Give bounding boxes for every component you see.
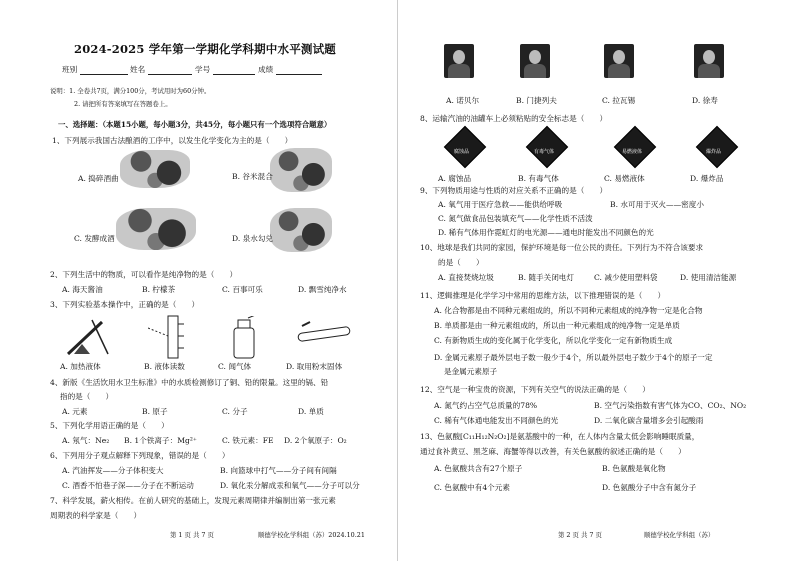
q3-option-c: C. 闻气体 bbox=[218, 362, 252, 371]
q3-option-b: B. 液体读数 bbox=[144, 362, 185, 371]
nobel-portrait bbox=[444, 44, 474, 78]
toxic-gas-sign-icon bbox=[526, 126, 568, 168]
q9-option-c: C. 氮气做食品包装填充气——化学性质不活泼 bbox=[438, 214, 593, 223]
q12-option-c: C. 稀有气体通电能发出不同颜色的光 bbox=[434, 416, 559, 425]
toxic-gas-sign-label: 有毒气体 bbox=[534, 149, 555, 155]
score-field-label: 成绩 bbox=[258, 65, 274, 74]
q8-option-d: D. 爆炸品 bbox=[690, 174, 724, 183]
q5-option-c: C. 铁元素：FE bbox=[222, 436, 274, 445]
question-13-line-1: 13、色氨酸[C₁₁H₁₂N₂O₂]是氨基酸中的一种，在人体内含量太低会影响睡眠质量， bbox=[420, 432, 700, 441]
name-field-label: 姓名 bbox=[130, 65, 146, 74]
question-4-line-2: 指的是（ ） bbox=[60, 392, 114, 401]
question-4-line-1: 4、新版《生活饮用水卫生标准》中的水质检测修订了铜、铅的限量。这里的镉、铅 bbox=[50, 378, 329, 387]
q6-option-a: A. 汽油挥发——分子体积变大 bbox=[62, 466, 164, 475]
q11-option-d-continued: 是金属元素原子 bbox=[444, 367, 498, 376]
q5-option-a: A. 氖气：Ne₂ bbox=[62, 436, 110, 445]
q9-option-d: D. 稀有气体用作霓虹灯的电光源——通电时能发出不同颜色的光 bbox=[438, 228, 654, 237]
q3-option-d: D. 取用粉末固体 bbox=[286, 362, 343, 371]
q10-option-c: C. 减少使用塑料袋 bbox=[594, 273, 658, 282]
flammable-liquid-sign-label: 易燃液体 bbox=[622, 149, 643, 155]
q8-option-c: C. 易燃液体 bbox=[604, 174, 645, 183]
q12-option-b: B. 空气污染指数有害气体为CO、CO₂、NO₂ bbox=[594, 401, 747, 410]
q9-option-b: B. 水可用于灭火——密度小 bbox=[610, 200, 704, 209]
q5-option-d: D. 2个氧原子：O₂ bbox=[284, 436, 347, 445]
q2-option-d: D. 飘雪纯净水 bbox=[298, 285, 347, 294]
mixing-grain-image bbox=[270, 148, 332, 192]
name-blank bbox=[148, 74, 192, 75]
page-2-number: 第 2 页 共 7 页 bbox=[558, 531, 602, 539]
question-7-line-1: 7、科学发展，薪火相传。在前人研究的基础上，发现元素周期律并编制出第一张元素 bbox=[50, 496, 336, 505]
question-9: 9、下列物质用途与性质的对应关系不正确的是（ ） bbox=[420, 186, 608, 195]
page-1-footer-school: 顺德学校化学科组（苏）2024.10.21 bbox=[258, 531, 365, 539]
q1-option-b: B. 谷米混合 bbox=[232, 172, 273, 181]
q2-option-a: A. 海天酱油 bbox=[62, 285, 103, 294]
question-3: 3、下列实验基本操作中，正确的是（ ） bbox=[50, 300, 200, 309]
q10-option-d: D. 使用清洁能源 bbox=[680, 273, 737, 282]
class-blank bbox=[80, 74, 128, 75]
question-2: 2、下列生活中的物质，可以看作是纯净物的是（ ） bbox=[50, 270, 238, 279]
question-10-line-1: 10、地球是我们共同的家园，保护环境是每一位公民的责任。下列行为不符合该要求 bbox=[420, 243, 704, 252]
q7-option-a: A. 诺贝尔 bbox=[446, 96, 480, 105]
q6-option-d: D. 氧化汞分解成汞和氧气——分子可以分 bbox=[220, 481, 360, 490]
q7-option-d: D. 徐寿 bbox=[692, 96, 718, 105]
explosive-sign-label: 爆炸品 bbox=[706, 149, 722, 155]
number-field-label: 学号 bbox=[195, 65, 211, 74]
class-field-label: 班别 bbox=[62, 65, 78, 74]
question-11: 11、逻辑推理是化学学习中常用的思维方法，以下推理错误的是（ ） bbox=[420, 291, 666, 300]
q5-option-b: B. 1个铁离子：Mg²⁺ bbox=[124, 436, 197, 445]
section-1-heading: 一、选择题：（本题15小题，每小题3分，共45分，每小题只有一个选项符合题意） bbox=[58, 120, 332, 129]
question-8: 8、运输汽油的油罐车上必须粘贴的安全标志是（ ） bbox=[420, 114, 608, 123]
question-5: 5、下列化学用语正确的是（ ） bbox=[50, 421, 169, 430]
question-10-line-2: 的是（ ） bbox=[438, 258, 484, 267]
exam-title: 2024-2025 学年第一学期化学科期中水平测试题 bbox=[74, 42, 336, 56]
q11-option-a: A. 化合物都是由不同种元素组成的，所以不同种元素组成的纯净物一定是化合物 bbox=[434, 306, 703, 315]
q7-option-b: B. 门捷列夫 bbox=[516, 96, 557, 105]
q3-option-a: A. 加热液体 bbox=[60, 362, 101, 371]
q10-option-a: A. 直接焚烧垃圾 bbox=[438, 273, 494, 282]
q4-option-b: B. 原子 bbox=[142, 407, 168, 416]
q6-option-c: C. 酒香不怕巷子深——分子在不断运动 bbox=[62, 481, 194, 490]
note-2: 2. 请把所有答案填写在答题卷上。 bbox=[74, 100, 172, 108]
q2-option-b: B. 柠檬茶 bbox=[142, 285, 176, 294]
pounding-yeast-image bbox=[120, 150, 190, 188]
question-7-line-2: 周期表的科学家是（ ） bbox=[50, 511, 142, 520]
question-1: 1、下列展示我国古法酿酒的工序中，以发生化学变化为主的是（ ） bbox=[52, 136, 293, 145]
q12-option-d: D. 二氧化碳含量增多会引起酸雨 bbox=[594, 416, 704, 425]
q12-option-a: A. 氮气约占空气总质量的78% bbox=[434, 401, 538, 410]
page-1-number: 第 1 页 共 7 页 bbox=[170, 531, 214, 539]
q4-option-a: A. 元素 bbox=[62, 407, 88, 416]
q11-option-c: C. 有新物质生成的变化属于化学变化，所以化学变化一定有新物质生成 bbox=[434, 336, 673, 345]
page-2-footer-school: 顺德学校化学科组（苏） bbox=[644, 531, 715, 539]
corrosive-sign-icon bbox=[444, 126, 486, 168]
q13-option-c: C. 色氨酸中有4个元素 bbox=[434, 483, 510, 492]
mendeleev-portrait bbox=[520, 44, 550, 78]
exam-page-2 bbox=[397, 0, 794, 561]
q1-option-c: C. 发酵成酒 bbox=[74, 234, 115, 243]
q2-option-c: C. 百事可乐 bbox=[222, 285, 263, 294]
lavoisier-portrait bbox=[604, 44, 634, 78]
xu-shou-portrait bbox=[694, 44, 724, 78]
q11-option-d: D. 金属元素原子最外层电子数一般少于4个，所以最外层电子数少于4个的原子一定 bbox=[434, 353, 713, 362]
explosive-sign-icon bbox=[696, 126, 738, 168]
corrosive-sign-label: 腐蚀品 bbox=[454, 149, 470, 155]
q7-option-c: C. 拉瓦锡 bbox=[602, 96, 636, 105]
note-1: 说明：1. 全卷共7页，满分100分，考试用时为60分钟。 bbox=[50, 87, 211, 95]
q4-option-c: C. 分子 bbox=[222, 407, 248, 416]
score-blank bbox=[276, 74, 322, 75]
number-blank bbox=[213, 74, 255, 75]
blending-water-image bbox=[270, 208, 332, 252]
fermentation-image bbox=[116, 208, 196, 250]
powder-solid-image bbox=[296, 320, 354, 346]
q13-option-a: A. 色氨酸共含有27个原子 bbox=[434, 464, 523, 473]
q1-option-d: D. 泉水勾兑 bbox=[232, 234, 274, 243]
q6-option-b: B. 向篮球中打气——分子间有间隔 bbox=[220, 466, 337, 475]
liquid-reading-image bbox=[148, 314, 198, 360]
q11-option-b: B. 单质都是由一种元素组成的，所以由一种元素组成的纯净物一定是单质 bbox=[434, 321, 680, 330]
q8-option-a: A. 腐蚀品 bbox=[438, 174, 472, 183]
q10-option-b: B. 随手关闭电灯 bbox=[518, 273, 574, 282]
flammable-liquid-sign-icon bbox=[614, 126, 656, 168]
question-13-line-2: 通过食补黄豆、黑芝麻、海蟹等得以改善，有关色氨酸的叙述正确的是（ ） bbox=[420, 447, 686, 456]
q9-option-a: A. 氧气用于医疗急救——能供给呼吸 bbox=[438, 200, 563, 209]
q8-option-b: B. 有毒气体 bbox=[518, 174, 559, 183]
q1-option-a: A. 捣碎酒曲 bbox=[78, 174, 119, 183]
question-6: 6、下列用分子观点解释下列现象，错误的是（ ） bbox=[50, 451, 230, 460]
heating-liquid-image bbox=[62, 314, 128, 358]
q4-option-d: D. 单质 bbox=[298, 407, 324, 416]
q13-option-d: D. 色氨酸分子中含有氮分子 bbox=[602, 483, 697, 492]
q13-option-b: B. 色氨酸是氧化物 bbox=[602, 464, 666, 473]
question-12: 12、空气是一种宝贵的资源，下列有关空气的说法正确的是（ ） bbox=[420, 385, 650, 394]
smelling-gas-image bbox=[226, 316, 262, 360]
